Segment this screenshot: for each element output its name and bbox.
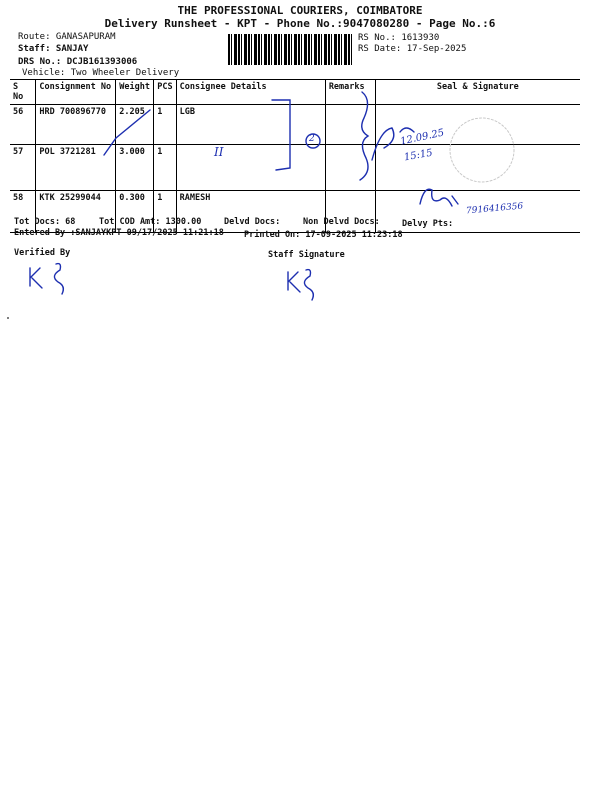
col-sno: S No xyxy=(10,80,36,105)
signature-mark xyxy=(54,264,63,294)
row-consignee: RAMESH xyxy=(176,191,325,233)
verified-by-label: Verified By xyxy=(14,248,71,258)
row-pcs: 1 xyxy=(154,105,176,145)
signature-mark xyxy=(288,272,300,292)
row-sno: 58 xyxy=(10,191,36,233)
row-weight: 0.300 xyxy=(116,191,154,233)
row-pcs: 1 xyxy=(154,145,176,191)
col-pcs: PCS xyxy=(154,80,176,105)
ramesh-phone: 7916416356 xyxy=(465,201,524,217)
bracket-mark xyxy=(272,100,290,170)
signature-mark xyxy=(30,268,42,288)
runsheet-subtitle: Delivery Runsheet - KPT - Phone No.:9047080280 - Page No.:6 xyxy=(104,17,496,30)
drs-number: DRS No.: DCJB161393006 xyxy=(18,57,138,67)
col-seal: Seal & Signature xyxy=(375,80,580,105)
row-sno: 57 xyxy=(10,145,36,191)
delvy-pts: Delvy Pts: xyxy=(402,219,454,229)
seal-date: 12.09.25 xyxy=(399,127,446,148)
tick-mark xyxy=(104,110,150,155)
seal-time: 15:15 xyxy=(403,147,434,164)
row-consignment: HRD 700896770 xyxy=(36,105,116,145)
row-sno: 56 xyxy=(10,105,36,145)
seal-stamp xyxy=(450,118,514,182)
row-pcs: 1 xyxy=(154,191,176,233)
non-delvd-docs: Non Delvd Docs: xyxy=(303,217,380,227)
page-dot xyxy=(7,317,9,319)
row57-handwritten-mark: II xyxy=(214,145,224,159)
row-weight: 2.205 xyxy=(116,105,154,145)
printed-on: Printed On: 17-09-2025 11:23:18 xyxy=(244,230,403,240)
signature-mark xyxy=(420,189,458,206)
row-consignment: POL 3721281 xyxy=(36,145,116,191)
tot-cod-amt: Tot COD Amt: 1300.00 xyxy=(99,217,202,227)
staff-signature-label: Staff Signature xyxy=(268,250,345,260)
staff-label: Staff: SANJAY xyxy=(18,44,89,54)
row-consignee: LGB xyxy=(176,105,325,145)
col-remarks: Remarks xyxy=(325,80,375,105)
delvd-docs: Delvd Docs: xyxy=(224,217,281,227)
tot-docs: Tot Docs: 68 xyxy=(14,217,76,227)
row-consignment: KTK 25299044 xyxy=(36,191,116,233)
vehicle-label: Vehicle: Two Wheeler Delivery xyxy=(22,68,180,78)
signature-mark xyxy=(304,270,313,300)
rs-date: RS Date: 17-Sep-2025 xyxy=(358,44,467,54)
route-label: Route: GANASAPURAM xyxy=(18,32,116,42)
col-consignee: Consignee Details xyxy=(176,80,325,105)
row-weight: 3.000 xyxy=(116,145,154,191)
brace-mark xyxy=(360,92,368,180)
col-consignment: Consignment No xyxy=(36,80,116,105)
company-title: THE PROFESSIONAL COURIERS, COIMBATORE xyxy=(177,4,423,17)
col-weight: Weight xyxy=(116,80,154,105)
circle-number: 2 xyxy=(309,134,315,144)
entered-by: Entered By :SANJAYKPT 09/17/2025 11:21:18 xyxy=(14,228,224,238)
rs-number: RS No.: 1613930 xyxy=(358,33,440,43)
